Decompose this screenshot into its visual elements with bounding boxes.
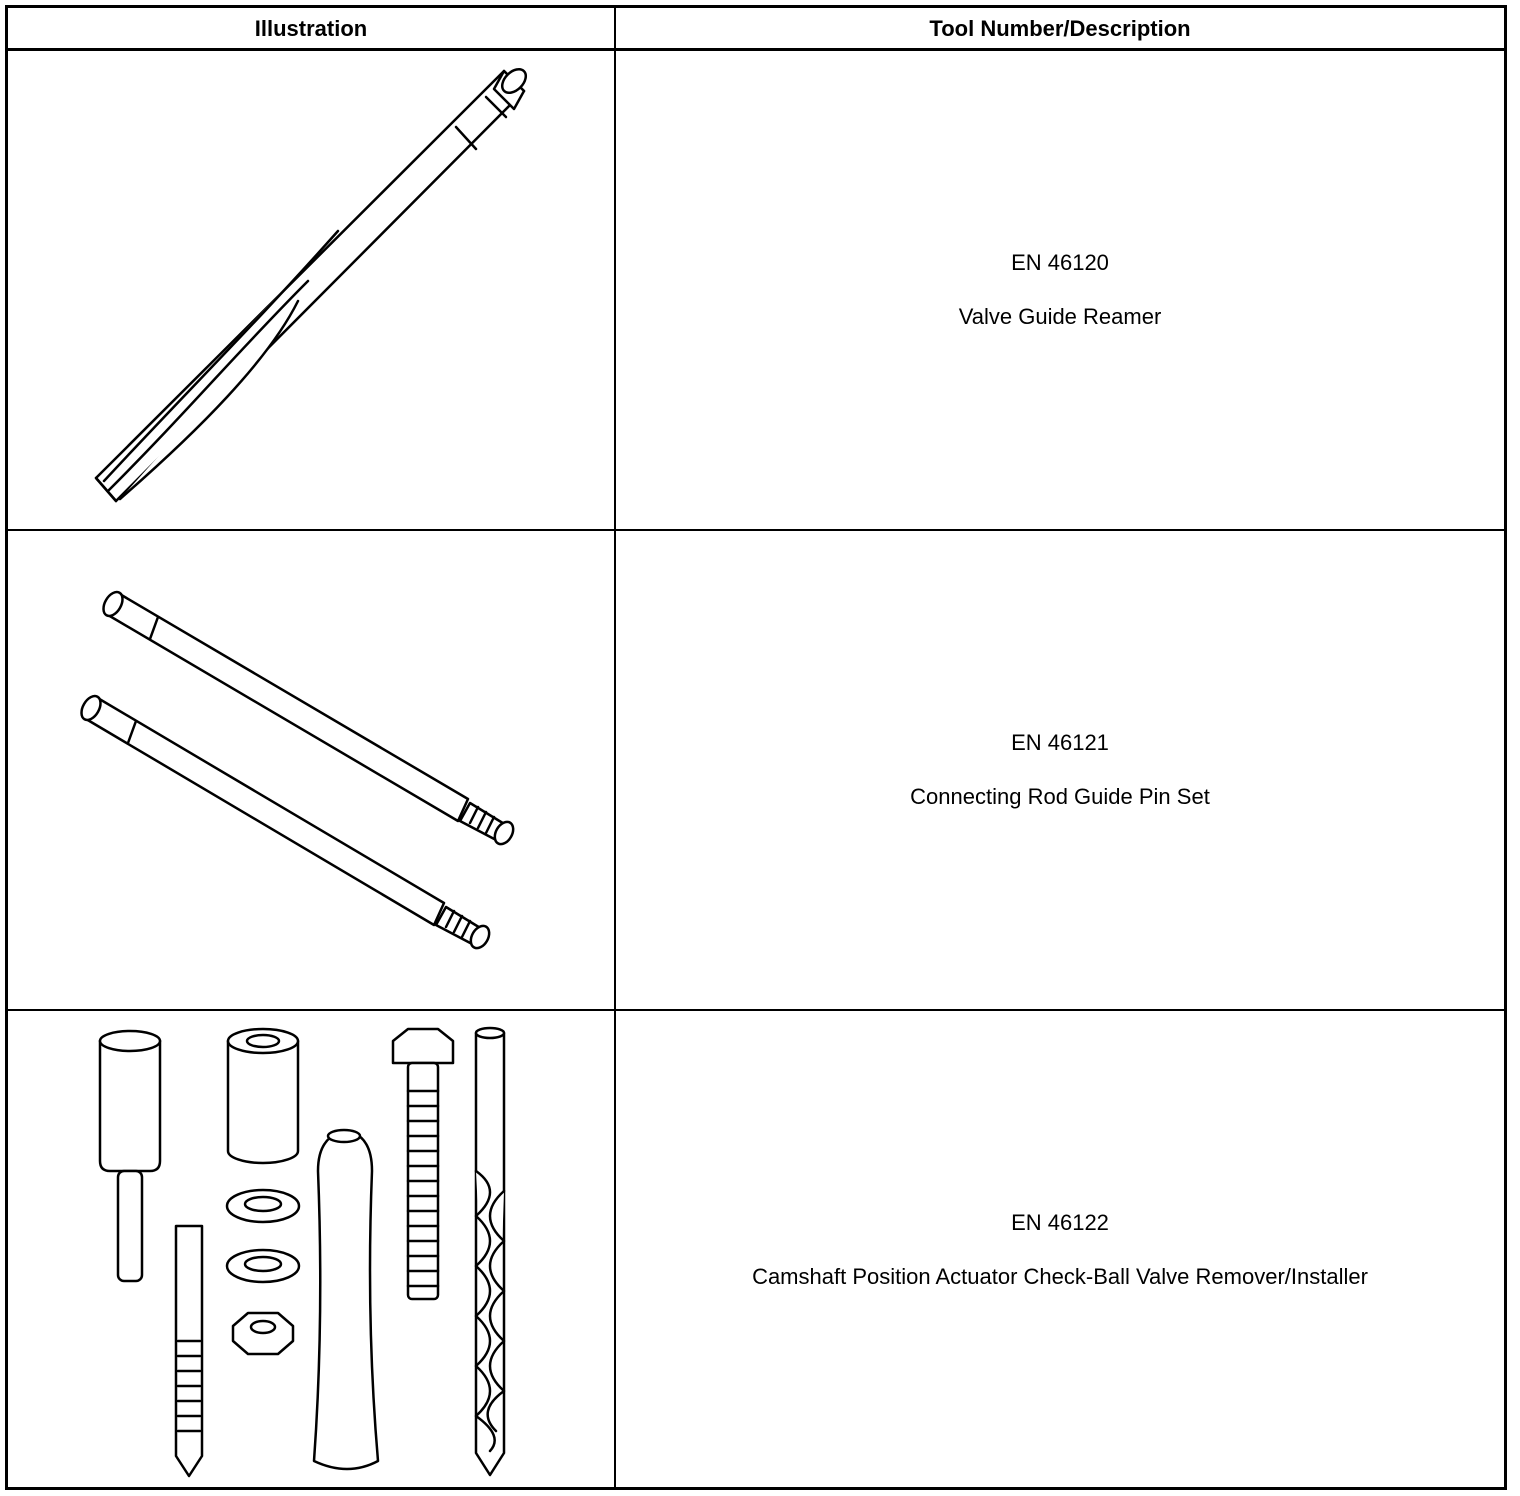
table-row: [8, 531, 1504, 1011]
table-row: [8, 51, 1504, 531]
connecting-rod-guide-pins-illustration: [8, 531, 614, 1009]
table-header: [8, 8, 1504, 51]
tool-description: Connecting Rod Guide Pin Set: [910, 784, 1210, 809]
tool-number: EN 46120: [1011, 250, 1109, 275]
table-row: [8, 1011, 1504, 1489]
tool-table: [5, 5, 1507, 1490]
tool-description-cell: [616, 51, 1504, 529]
tool-number: EN 46122: [1011, 1210, 1109, 1235]
tool-description-cell: [616, 1011, 1504, 1489]
tool-description: Valve Guide Reamer: [958, 304, 1162, 329]
tool-number: EN 46121: [1011, 730, 1109, 755]
header-tool-description: Tool Number/Description: [929, 16, 1191, 41]
valve-guide-reamer-illustration: [8, 51, 614, 529]
check-ball-valve-tool-kit-illustration: [8, 1011, 614, 1489]
tool-description: Camshaft Position Actuator Check-Ball Valve Remover/Installer: [752, 1264, 1368, 1289]
tool-description-cell: [616, 531, 1504, 1009]
header-illustration: Illustration: [254, 16, 368, 41]
